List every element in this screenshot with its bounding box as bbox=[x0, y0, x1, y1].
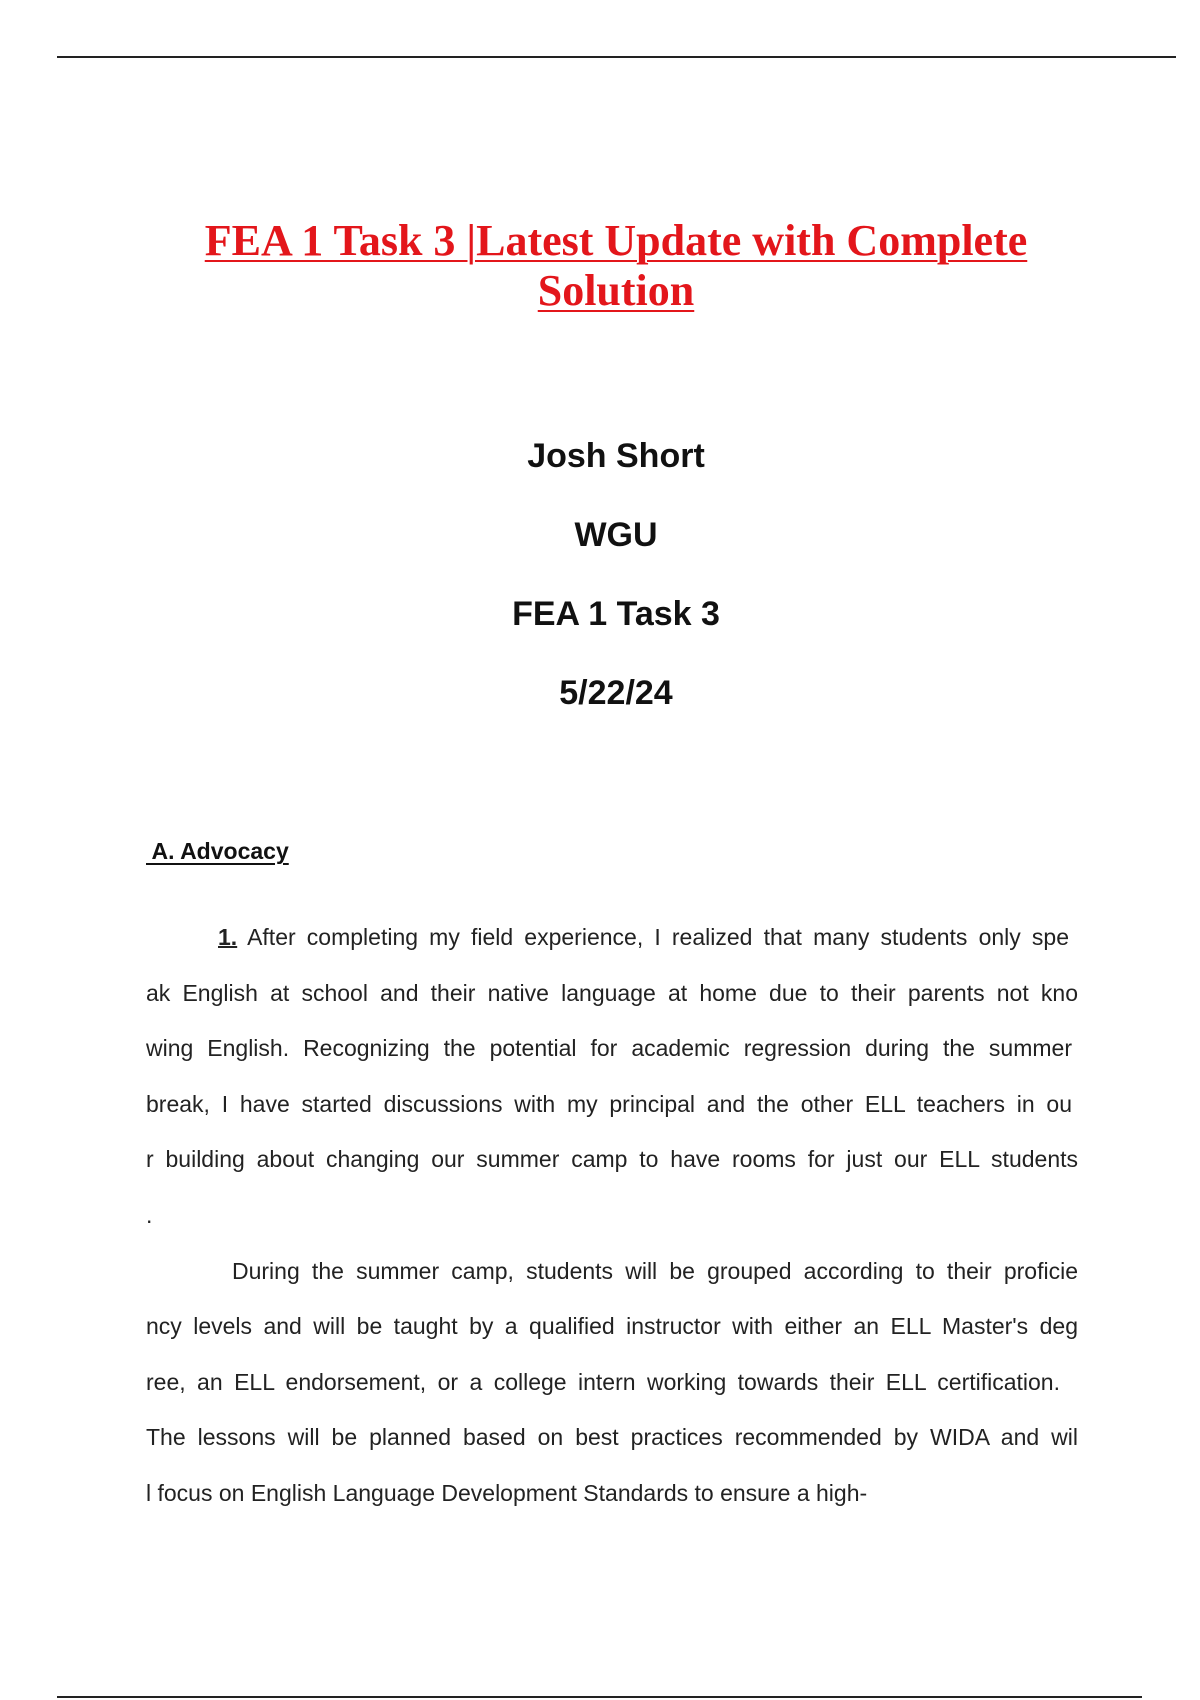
top-divider bbox=[57, 56, 1176, 58]
paragraph-1-line bbox=[218, 922, 1069, 952]
document-title-line-2: Solution bbox=[537, 266, 695, 315]
section-heading-advocacy: A. Advocacy bbox=[146, 838, 289, 864]
paragraph-1-line: ak English at school and their native language at home due to their parents not kno bbox=[146, 980, 1078, 1006]
paragraph-1-line-text: After completing my field experience, I realized that many students only spe bbox=[247, 924, 1069, 950]
institution-name: WGU bbox=[574, 516, 658, 554]
paragraph-1-line: r building about changing our summer camp to have rooms for just our ELL students bbox=[146, 1146, 1078, 1172]
paragraph-2-line: The lessons will be planned based on best practices recommended by WIDA and wil bbox=[146, 1424, 1078, 1450]
bottom-divider bbox=[57, 1696, 1142, 1698]
paragraph-1-line: break, I have started discussions with my principal and the other ELL teachers in ou bbox=[146, 1091, 1072, 1117]
paragraph-2-line: ree, an ELL endorsement, or a college intern working towards their ELL certification. bbox=[146, 1369, 1060, 1395]
paragraph-2-line: l focus on English Language Development Standards to ensure a high- bbox=[146, 1480, 868, 1506]
author-name: Josh Short bbox=[527, 437, 705, 475]
item-number: 1. bbox=[218, 924, 238, 950]
paragraph-1-line: . bbox=[146, 1202, 153, 1228]
paragraph-1-line: wing English. Recognizing the potential for academic regression during the summer bbox=[146, 1035, 1072, 1061]
course-name: FEA 1 Task 3 bbox=[512, 595, 720, 633]
document-date: 5/22/24 bbox=[559, 674, 673, 712]
paragraph-2-line: ncy levels and will be taught by a qualified instructor with either an ELL Master's deg bbox=[146, 1313, 1078, 1339]
document-title-line-1: FEA 1 Task 3 |Latest Update with Complete bbox=[204, 216, 1028, 265]
paragraph-2-line: During the summer camp, students will be grouped according to their proficie bbox=[232, 1258, 1078, 1284]
